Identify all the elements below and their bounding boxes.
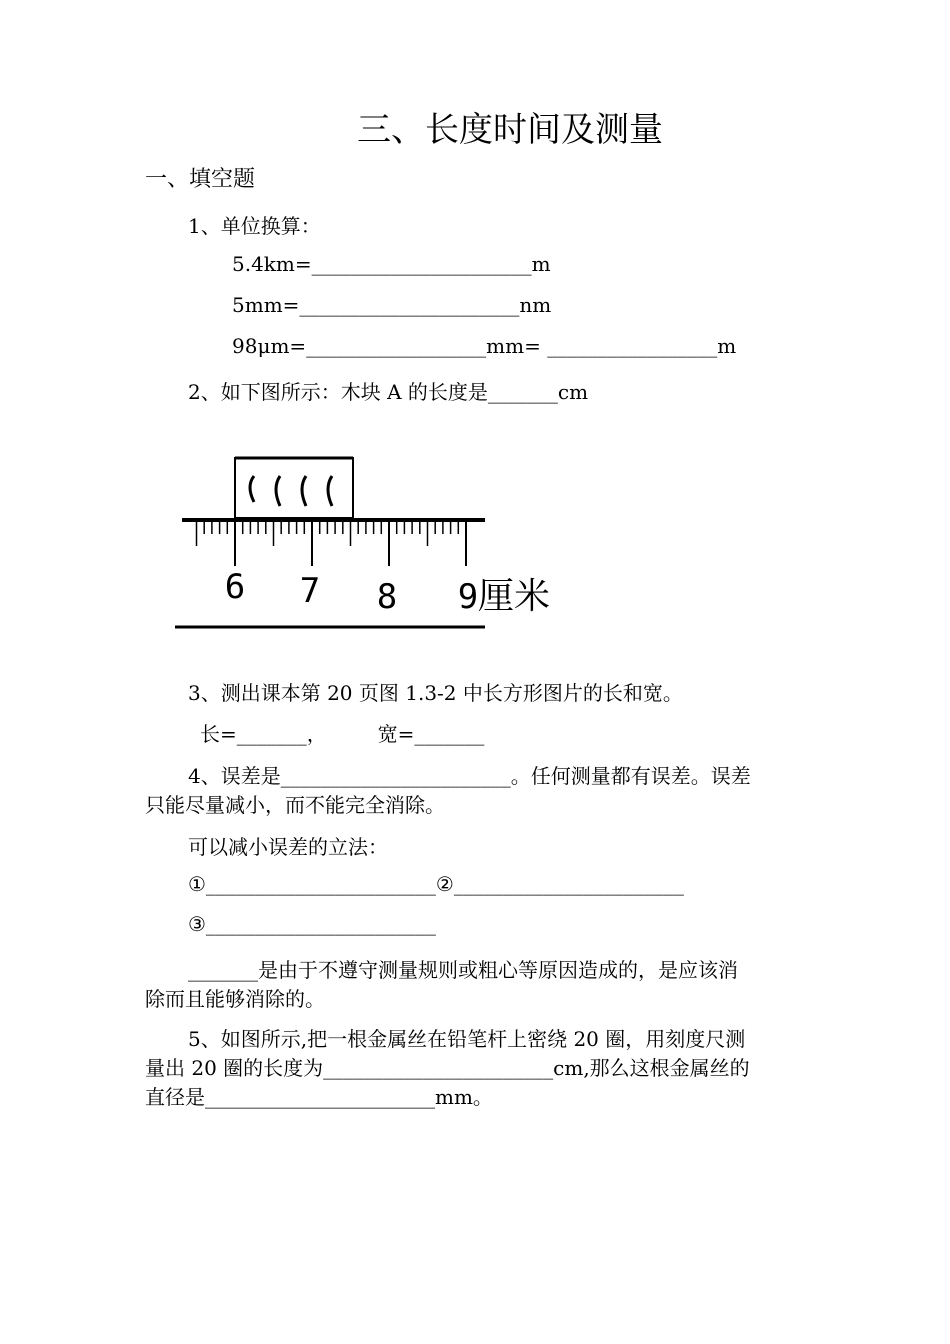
wood-grain-mark: [328, 476, 332, 506]
wood-grain-mark: [276, 476, 280, 506]
q4-methods-line-1: ①_______________________②_______________________: [188, 872, 684, 896]
ruler-figure: [170, 450, 550, 640]
ruler-label: 6: [224, 567, 246, 607]
section-heading: 一、填空题: [145, 167, 256, 192]
q2-text: 2、如下图所示：木块 A 的长度是_______cm: [188, 380, 589, 404]
ruler-label: 7: [299, 571, 321, 611]
ruler-unit: 厘米: [478, 576, 550, 617]
ruler-label: 8: [376, 577, 398, 617]
q4-methods-line-2: ③_______________________: [188, 912, 436, 936]
ruler-label: 9: [457, 577, 479, 617]
q4-mistake-line-1: _______是由于不遵守测量规则或粗心等原因造成的，是应该消: [188, 958, 738, 982]
wood-grain-mark: [250, 476, 254, 502]
q1-line-2: 5mm=______________________nm: [232, 293, 552, 317]
wood-grain-mark: [302, 476, 306, 506]
q5-line-3: 直径是_______________________mm。: [145, 1085, 493, 1109]
page-title: 三、长度时间及测量: [357, 110, 663, 150]
q3-answer-line: 长=_______， 宽=_______: [200, 722, 485, 746]
q1-line-1: 5.4km=______________________m: [232, 252, 551, 276]
wood-grain: [250, 476, 332, 506]
q4-line-1: 4、误差是_______________________。任何测量都有误差。误差: [188, 764, 751, 788]
q4-line-2: 只能尽量减小，而不能完全消除。: [145, 793, 445, 817]
q4-mistake-line-2: 除而且能够消除的。: [145, 987, 325, 1011]
q3-text: 3、测出课本第 20 页图 1.3-2 中长方形图片的长和宽。: [188, 681, 683, 705]
q1-line-3: 98μm=__________________mm= _________________m: [232, 334, 737, 358]
q5-line-2: 量出 20 圈的长度为_______________________cm,那么这根金属丝的: [145, 1056, 750, 1080]
q4-method-label: 可以减小误差的立法：: [188, 835, 388, 859]
q1-label: 1、单位换算：: [188, 214, 321, 238]
q5-line-1: 5、如图所示,把一根金属丝在铅笔杆上密绕 20 圈，用刻度尺测: [188, 1027, 746, 1051]
ruler-ticks: [197, 522, 467, 566]
wood-block: [235, 458, 353, 518]
ruler-diagram: [170, 450, 550, 640]
